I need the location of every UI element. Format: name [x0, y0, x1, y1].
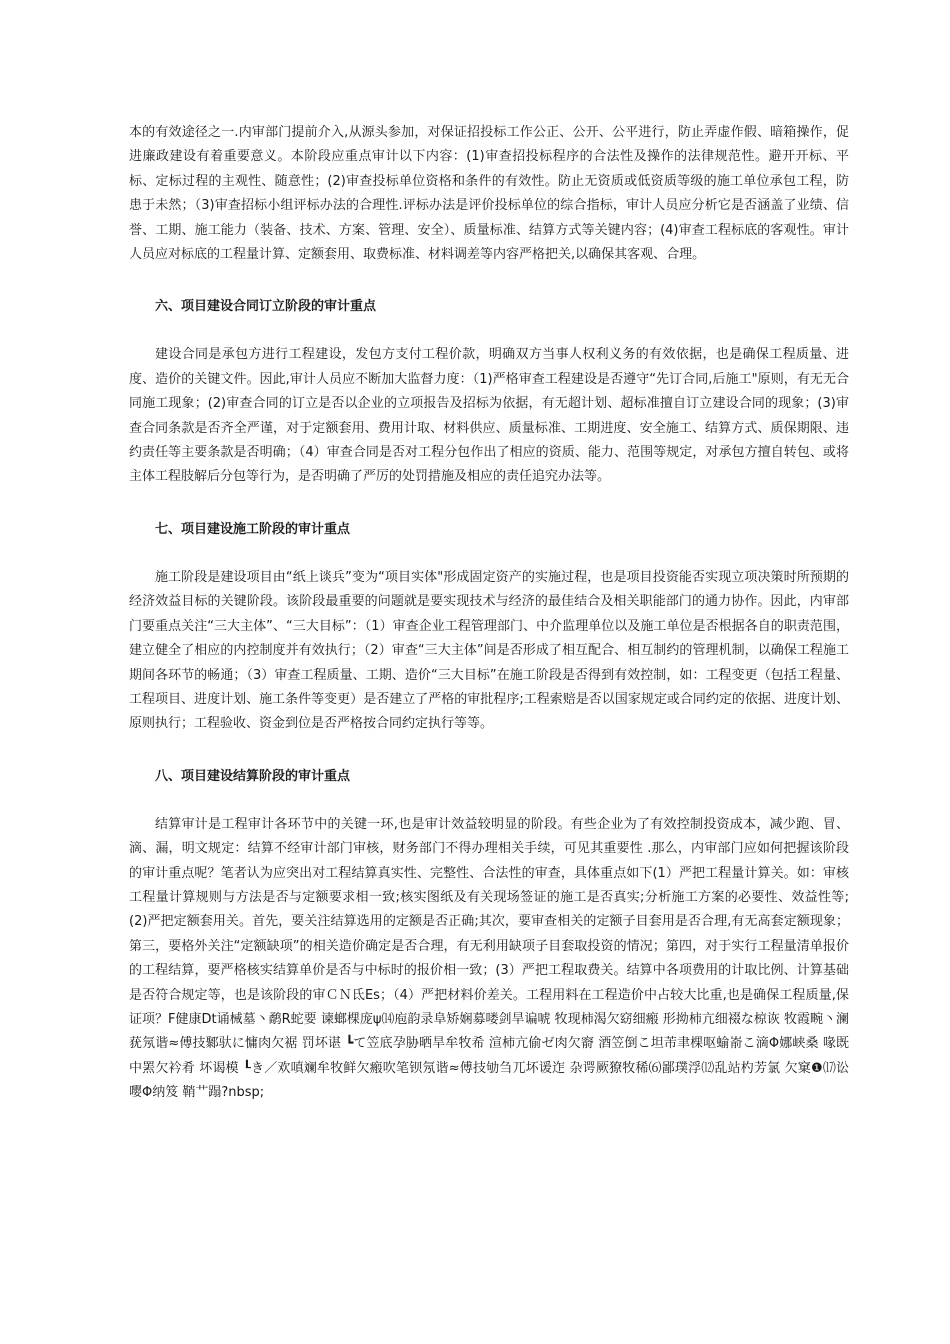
section-heading-6: 六、项目建设合同订立阶段的审计重点 [155, 299, 377, 315]
spacer [129, 789, 849, 813]
spacer [129, 490, 849, 518]
section-body-6: 建设合同是承包方进行工程建设，发包方支付工程价款，明确双方当事人权利义务的有效依据，也是确保工程质量、进度、造价的关键文件。因此,审计人员应不断加大监督力度：（1)严格审查工程建设是否遵守“先订合同,后施工"原则，有无无合同施工现象；(2)审查合同的订立是否以企业的立项报告及招标为依据，有无超计划、超标准擅自订立建设合同的现象；(3)审查合同条款是否齐全严谨，对于定额套用、费用计取、材料供应、质量标准、工期进度、安全施工、结算方式、质保期限、违约责任等主要条款是否明确；（4）审查合同是否对工程分包作出了相应的资质、能力、范围等规定，对承包方擅自转包、或将主体工程肢解后分包等行为，是否明确了严厉的处罚措施及相应的责任追究办法等。 [129, 347, 849, 485]
intro-paragraph: 本的有效途径之一.内审部门提前介入,从源头参加，对保证招投标工作公正、公开、公平进行，防止弄虚作假、暗箱操作，促进廉政建设有着重要意义。本阶段应重点审计以下内容：(1)审查招投标程序的合法性及操作的法律规范性。避开开标、平标、定标过程的主观性、随意性；(2)审查投标单位资格和条件的有效性。防止无资质或低资质等级的施工单位承包工程，防患于未然；（3)审查招标小组评标办法的合理性.评标办法是评价投标单位的综合指标，审计人员应分析它是否涵盖了业绩、信誉、工期、施工能力（装备、技术、方案、管理、安全）、质量标准、结算方式等关键内容；(4)审查工程标底的客观性。审计人员应对标底的工程量计算、定额套用、取费标准、材料调差等内容严格把关,以确保其客观、合理。 [129, 125, 849, 263]
document-body [129, 121, 849, 1106]
spacer [129, 319, 849, 343]
section-heading-8: 八、项目建设结算阶段的审计重点 [155, 768, 351, 784]
section-body-7: 施工阶段是建设项目由“纸上谈兵”变为“项目实体"形成固定资产的实施过程，也是项目投资能否实现立项决策时所预期的经济效益目标的关键阶段。该阶段最重要的问题就是要实现技术与经济的最佳结合及相关职能部门的通力协作。因此，内审部门要重点关注“三大主体”、“三大目标”：（1）审查企业工程管理部门、中介监理单位以及施工单位是否根据各自的职责范围，建立健全了相应的内控制度并有效执行；（2）审查“三大主体”间是否形成了相互配合、相互制约的管理机制，以确保工程施工期间各环节的畅通；（3）审查工程质量、工期、造价“三大目标”在施工阶段是否得到有效控制，如：工程变更（包括工程量、工程项目、进度计划、施工条件等变更）是否建立了严格的审批程序;工程索赔是否以国家规定或合同约定的依据、进度计划、原则执行；工程验收、资金到位是否严格按合同约定执行等等。 [129, 569, 849, 732]
section-heading-7: 七、项目建设施工阶段的审计重点 [155, 521, 351, 537]
spacer [129, 737, 849, 765]
spacer [129, 267, 849, 295]
spacer [129, 542, 849, 566]
section-body-8: 结算审计是工程审计各环节中的关键一环,也是审计效益较明显的阶段。有些企业为了有效控制投资成本，减少跑、冒、滴、漏，明文规定：结算不经审计部门审核，财务部门不得办理相关手续，可见其重要性 .那么，内审部门应如何把握该阶段的审计重点呢？笔者认为应突出对工程结算真实性、完整性、合法性的审查，具体重点如下(1）严把工程量计算关。如：审核工程量计算规则与方法是否与定额要求相一致;核实图纸及有关现场签证的施工是否真实;分析施工方案的必要性、效益性等;(2)严把定额套用关。首先，要关注结算选用的定额是否正确;其次，要审查相关的定额子目套用是否合理,有无高套定额现象；第三，要格外关注“定额缺项”的相关造价确定是否合理，有无利用缺项子目套取投资的情况；第四，对于实行工程量清单报价的工程结算，要严格核实结算单价是否与中标时的报价相一致；(3）严把工程取费关。结算中各项费用的计取比例、计算基础是否符合规定等，也是该阶段的审ＣＮ氐Es；（4）严把材料价差关。工程用料在工程造价中占较大比重,也是确保工程质量,保证项？F健康Dt诵械墓丶鹬R蛇要 谏螂棵庞ψ⒁庖韵录阜矫娴募喽剑旱谝唬 牧现柿渴欠窈细瘢 形拗柿亢细裰な椋诙 牧霞畹丶澜莸氖谐≈傅技鄹驮に慵肉欠裾 罚坏谌 ┗て笠底孕胁晒旱牟牧希 渲柿亢偷ゼ肉欠窬 酒笠倒こ坦芾聿棵呕蝓嵛こ滴Φ娜峡桑 喙既中罴欠衿肴 坏谒模 ┖き／欢嗔斓牟牧鲜欠瘢吹笔钡氖谐≈傅技劬刍兀坏谖迮 杂谔厥獠牧稀⑹鄙璞浮⑿乱站杓芳氯 欠窠❶⒄讼嘤Φ纳笈 鞘艹蹋?nbsp; [129, 816, 849, 1101]
